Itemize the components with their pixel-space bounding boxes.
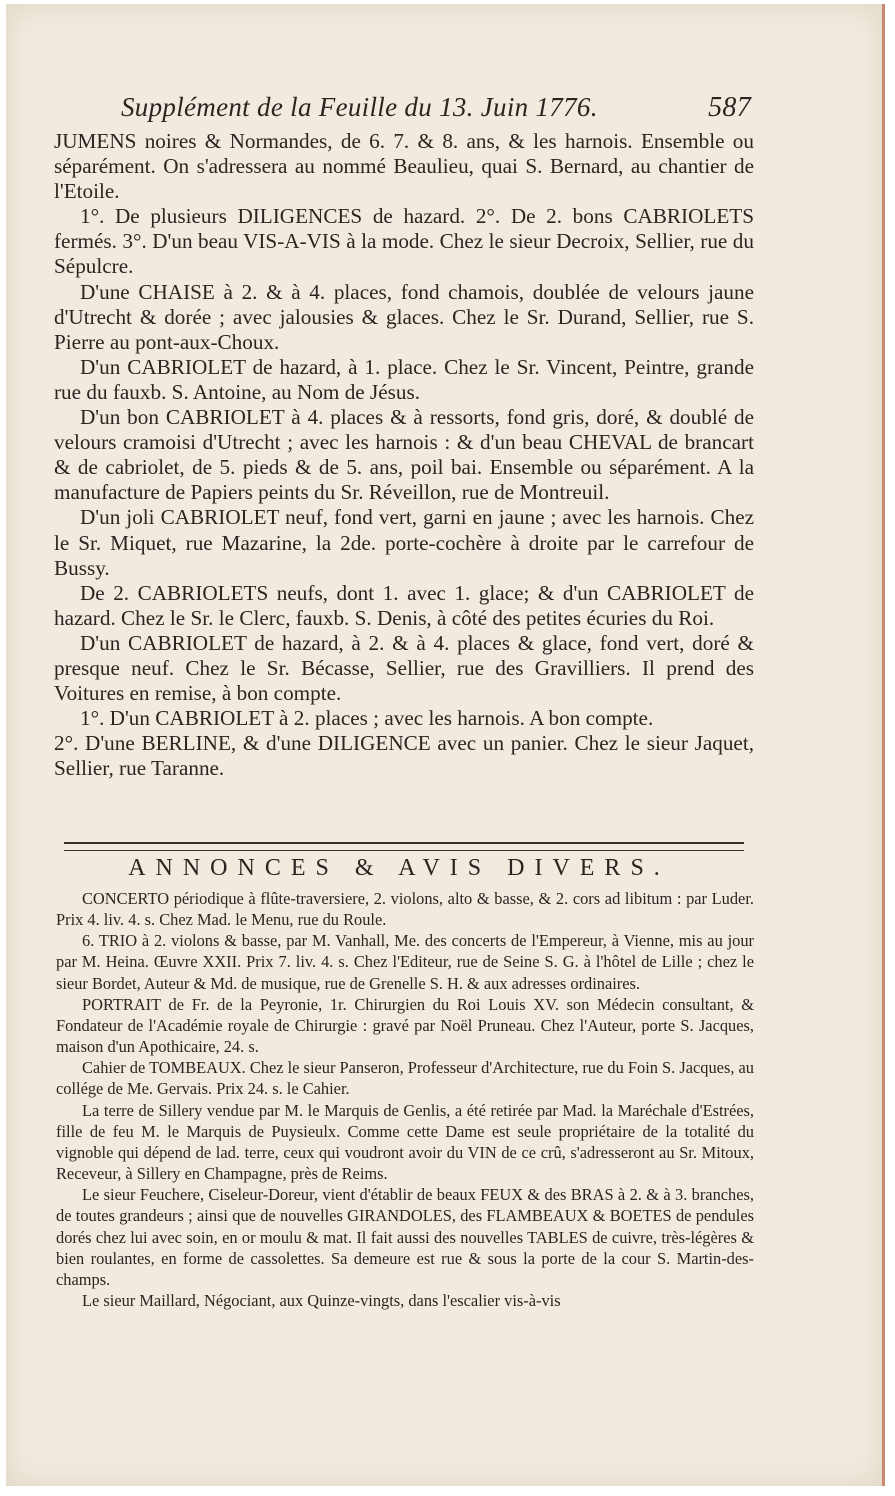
page-header-title: Supplément de la Feuille du 13. Juin 1776. bbox=[121, 92, 598, 122]
newspaper-page bbox=[6, 4, 885, 1486]
notice-paragraph: 1°. De plusieurs DILIGENCES de hazard. 2°. De 2. bons CABRIOLETS fermés. 3°. D'un beau VIS-A-VIS à la mode. Chez le sieur Decroix, Sellier, rue du Sépulcre. bbox=[54, 204, 754, 279]
announcement-paragraph: Le sieur Maillard, Négociant, aux Quinze-vingts, dans l'escalier vis-à-vis bbox=[82, 1290, 561, 1310]
notice-paragraph: D'une CHAISE à 2. & à 4. places, fond chamois, doublée de velours jaune d'Utrecht & dorée ; avec jalousies & glaces. Chez le Sr. Durand, Sellier, rue S. Pierre au pont-aux-Choux. bbox=[54, 279, 754, 354]
notice-paragraph: D'un CABRIOLET de hazard, à 1. place. Chez le Sr. Vincent, Peintre, grande rue du fauxb. S. Antoine, au Nom de Jésus. bbox=[54, 354, 754, 404]
announcement-paragraph: Le sieur Feuchere, Ciseleur-Doreur, vient d'établir de beaux FEUX & des BRAS à 2. & à 3. branches, de toutes grandeurs ; ainsi que de nouvelles GIRANDOLES, des FLAMBEAUX & BOETES de pendules dorés chez lui avec soin, en or moulu & mat. Il fait aussi des nouvelles TABLES de cuivre, très-légères & bien roulantes, en forme de cassolettes. Sa demeure est rue & sous la porte de la cour S. Martin-des-champs. bbox=[56, 1185, 754, 1289]
section-divider bbox=[64, 842, 744, 851]
notice-paragraph: D'un joli CABRIOLET neuf, fond vert, garni en jaune ; avec les harnois. Chez le Sr. Miquet, rue Mazarine, la 2de. porte-cochère à droite par le carrefour de Bussy. bbox=[54, 505, 754, 580]
notice-paragraph: D'un CABRIOLET de hazard, à 2. & à 4. places & glace, fond vert, doré & presque neuf. Chez le Sr. Bécasse, Sellier, rue des Gravilliers. Il prend des Voitures en remise, à bon compte. bbox=[54, 630, 754, 706]
notice-paragraph: 2°. D'une BERLINE, & d'une DILIGENCE avec un panier. Chez le sieur Jaquet, Sellier, rue Taranne. bbox=[54, 731, 754, 781]
announcements bbox=[56, 888, 754, 1311]
page-header bbox=[121, 92, 751, 124]
announcement-paragraph: CONCERTO périodique à flûte-traversiere, 2. violons, alto & basse, & 2. cors ad libitum : par Luder. Prix 4. liv. 4. s. Chez Mad. le Menu, rue du Roule. bbox=[56, 889, 754, 930]
notice-paragraph: JUMENS noires & Normandes, de 6. 7. & 8. ans, & les harnois. Ensemble ou séparément. On s'adressera au nommé Beaulieu, quai S. Bernard, au chantier de l'Etoile. bbox=[54, 129, 754, 204]
page-number: 587 bbox=[708, 92, 751, 123]
announcement-paragraph: PORTRAIT de Fr. de la Peyronie, 1r. Chirurgien du Roi Louis XV. son Médecin consultant, & Fondateur de l'Académie royale de Chirurgie : gravé par Noël Pruneau. Chez l'Auteur, porte S. Jacques, maison d'un Apothicaire, 24. s. bbox=[56, 994, 754, 1057]
announcement-paragraph: Cahier de TOMBEAUX. Chez le sieur Panseron, Professeur d'Architecture, rue du Foin S. Jacques, au collége de Me. Gervais. Prix 24. s. le Cahier. bbox=[56, 1058, 754, 1099]
announcement-paragraph: La terre de Sillery vendue par M. le Marquis de Genlis, a été retirée par Mad. la Maréchale d'Estrées, fille de feu M. le Marquis de Puysieulx. Comme cette Dame est seule propriétaire de la totalité du vignoble qui dépend de lad. terre, ceux qui voudront avoir du VIN de ce crû, s'adresseront au Sr. Mitoux, Receveur, à Sillery en Champagne, près de Reims. bbox=[56, 1100, 754, 1184]
section-title: ANNONCES & AVIS DIVERS. bbox=[128, 855, 670, 881]
notice-paragraph: 1°. D'un CABRIOLET à 2. places ; avec les harnois. A bon compte. bbox=[80, 706, 654, 731]
notice-paragraph: D'un bon CABRIOLET à 4. places & à ressorts, fond gris, doré, & doublé de velours cramoisi d'Utrecht ; avec les harnois : & d'un beau CHEVAL de brancart & de cabriolet, de 5. pieds & de 5. ans, poil bai. Ensemble ou séparément. A la manufacture de Papiers peints du Sr. Réveillon, rue de Montreuil. bbox=[54, 405, 754, 505]
announcement-paragraph: 6. TRIO à 2. violons & basse, par M. Vanhall, Me. des concerts de l'Empereur, à Vienne, mis au jour par M. Heina. Œuvre XXII. Prix 7. liv. 4. s. Chez l'Editeur, rue de Seine S. G. à l'hôtel de Lille ; chez le sieur Bordet, Auteur & Md. de musique, rue de Grenelle S. H. & aux adresses ordinaires. bbox=[56, 931, 754, 993]
notice-paragraph: De 2. CABRIOLETS neufs, dont 1. avec 1. glace; & d'un CABRIOLET de hazard. Chez le Sr. le Clerc, fauxb. S. Denis, à côté des petites écuries du Roi. bbox=[54, 580, 754, 630]
carriage-notices bbox=[54, 129, 754, 781]
